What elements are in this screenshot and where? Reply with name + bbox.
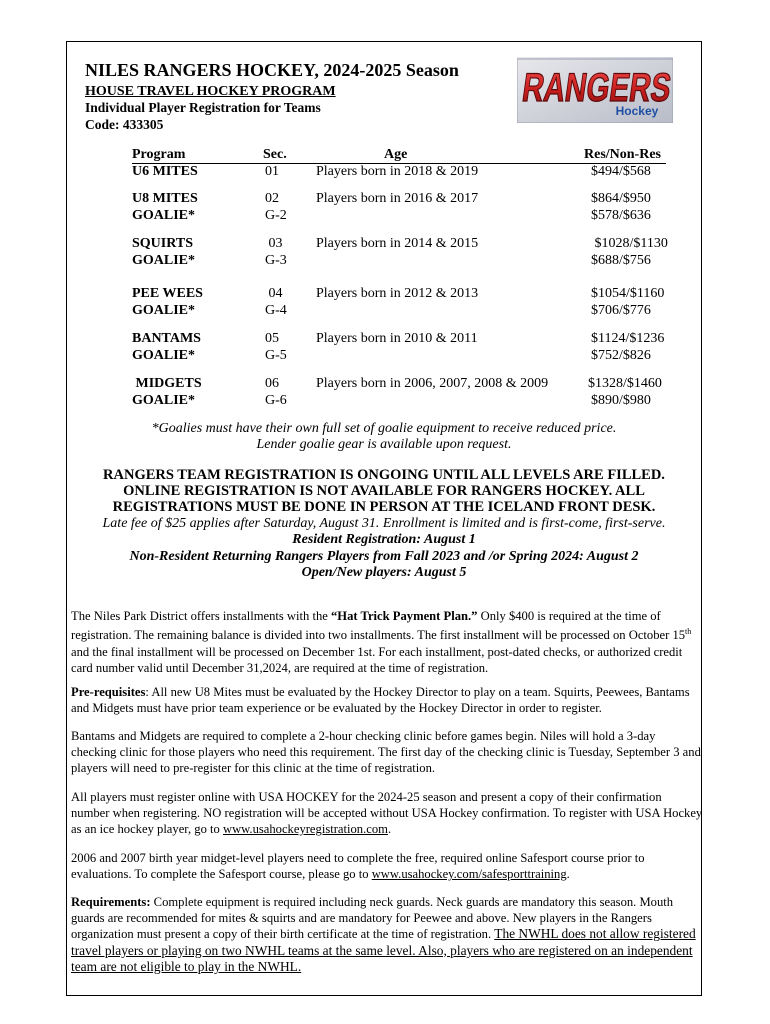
program-name: U6 MITES: [132, 164, 198, 179]
safesport-paragraph: 2006 and 2007 birth year midget-level players need to complete the free, required online Safesport course prior to evaluations. To complete the Safesport course, please go to www.usahockey.com/safesporttraining.: [71, 851, 645, 882]
program-code: Code: 433305: [85, 117, 164, 132]
section-number: 03 G-3: [265, 236, 287, 268]
program-heading: HOUSE TRAVEL HOCKEY PROGRAM: [85, 84, 336, 99]
usa-hockey-registration-link[interactable]: www.usahockeyregistration.com: [222, 822, 388, 837]
open-registration-date: Open/New players: August 5: [301, 565, 467, 580]
program-name: SQUIRTS GOALIE*: [132, 236, 196, 268]
age-range: Players born in 2018 & 2019: [316, 164, 479, 179]
age-range: Players born in 2016 & 2017: [316, 191, 479, 206]
rangers-logo-graphic: [517, 57, 673, 123]
fee: $494/$568: [591, 164, 651, 179]
col-header-program: Program: [132, 147, 186, 162]
requirements-paragraph: Requirements: Complete equipment is required including neck guards. Neck guards are mandatory this season. Mouth guards are recommended for mites & squirts and are mandatory for Peewee and above. New players in the Rangers organization must present a copy of their birth certificate at the time of registration. The NWHL does not allow registered travel players or playing on two NWHL teams at the same level. Also, players who are registered on an independent team are not eligible to play in the NWHL.: [71, 895, 696, 974]
registration-subtitle: Individual Player Registration for Teams: [85, 100, 321, 115]
program-name: PEE WEES GOALIE*: [132, 286, 203, 318]
program-name: BANTAMS GOALIE*: [132, 331, 201, 363]
payment-plan-paragraph: The Niles Park District offers installments with the “Hat Trick Payment Plan.” Only $400 is required at the time of registration. The remaining balance is divided into two installments. The first installment will be processed on October 15th and the final installment will be processed on December 1st. For each installment, post-dated checks, or authorized credit card number valid until December 31,2024, are required at the time of registration.: [71, 609, 692, 675]
fee: $1054/$1160 $706/$776: [591, 286, 665, 318]
fee: $1328/$1460 $890/$980: [588, 376, 662, 408]
document-title: NILES RANGERS HOCKEY, 2024-2025 Season: [85, 60, 459, 80]
age-range: Players born in 2012 & 2013: [316, 286, 479, 301]
logo-subtext: Hockey: [615, 104, 659, 118]
section-number: 02 G-2: [265, 191, 287, 223]
goalie-note-line1: *Goalies must have their own full set of goalie equipment to receive reduced price.: [151, 421, 617, 436]
age-range: Players born in 2014 & 2015: [316, 236, 479, 251]
age-range: Players born in 2010 & 2011: [316, 331, 478, 346]
col-header-age: Age: [384, 147, 408, 162]
prerequisites-paragraph: Pre-requisites: All new U8 Mites must be evaluated by the Hockey Director to play on a team. Squirts, Peewees, Bantams and Midgets must have prior team experience or be evaluated by the Hockey Director in order to register.: [71, 685, 690, 716]
logo-wordmark: RANGERS: [519, 65, 673, 110]
safesport-link[interactable]: www.usahockey.com/safesporttraining: [371, 867, 567, 882]
section-number: 06 G-6: [265, 376, 287, 408]
fee: $1124/$1236 $752/$826: [591, 331, 665, 363]
age-range: Players born in 2006, 2007, 2008 & 2009: [316, 376, 549, 391]
section-number: 04 G-4: [265, 286, 287, 318]
usa-hockey-paragraph: All players must register online with USA HOCKEY for the 2024-25 season and present a copy of their confirmation number when registering. NO registration will be accepted without USA Hockey confirmation. To register with USA Hockey as an ice hockey player, go to www.usahockeyregistration.com.: [71, 790, 703, 837]
late-fee-notice: Late fee of $25 applies after Saturday, August 31. Enrollment is limited and is first-come, first-serve.: [102, 516, 666, 531]
rangers-logo: [517, 57, 673, 123]
announcement-line2: ONLINE REGISTRATION IS NOT AVAILABLE FOR RANGERS HOCKEY. ALL: [123, 483, 645, 499]
program-name: U8 MITES GOALIE*: [132, 191, 198, 223]
nonresident-registration-date: Non-Resident Returning Rangers Players from Fall 2023 and /or Spring 2024: August 2: [129, 549, 639, 564]
section-number: 01: [265, 164, 279, 179]
fee: $864/$950 $578/$636: [591, 191, 651, 223]
program-name: MIDGETS GOALIE*: [132, 376, 202, 408]
section-number: 05 G-5: [265, 331, 287, 363]
fee: $1028/$1130 $688/$756: [591, 236, 668, 268]
col-header-sec: Sec.: [263, 147, 287, 162]
checking-clinic-paragraph: Bantams and Midgets are required to complete a 2-hour checking clinic before games begin. Niles will hold a 3-day checking clinic for those players who need this requirement. The first day of the checking clinic is Tuesday, September 3 and players will need to pre-register for this clinic at the time of registration.: [71, 729, 701, 776]
goalie-note-line2: Lender goalie gear is available upon request.: [256, 437, 512, 452]
announcement-line3: REGISTRATIONS MUST BE DONE IN PERSON AT THE ICELAND FRONT DESK.: [112, 499, 656, 515]
col-header-res: Res/Non-Res: [584, 147, 661, 162]
announcement-line1: RANGERS TEAM REGISTRATION IS ONGOING UNTIL ALL LEVELS ARE FILLED.: [103, 467, 665, 483]
resident-registration-date: Resident Registration: August 1: [292, 532, 476, 547]
